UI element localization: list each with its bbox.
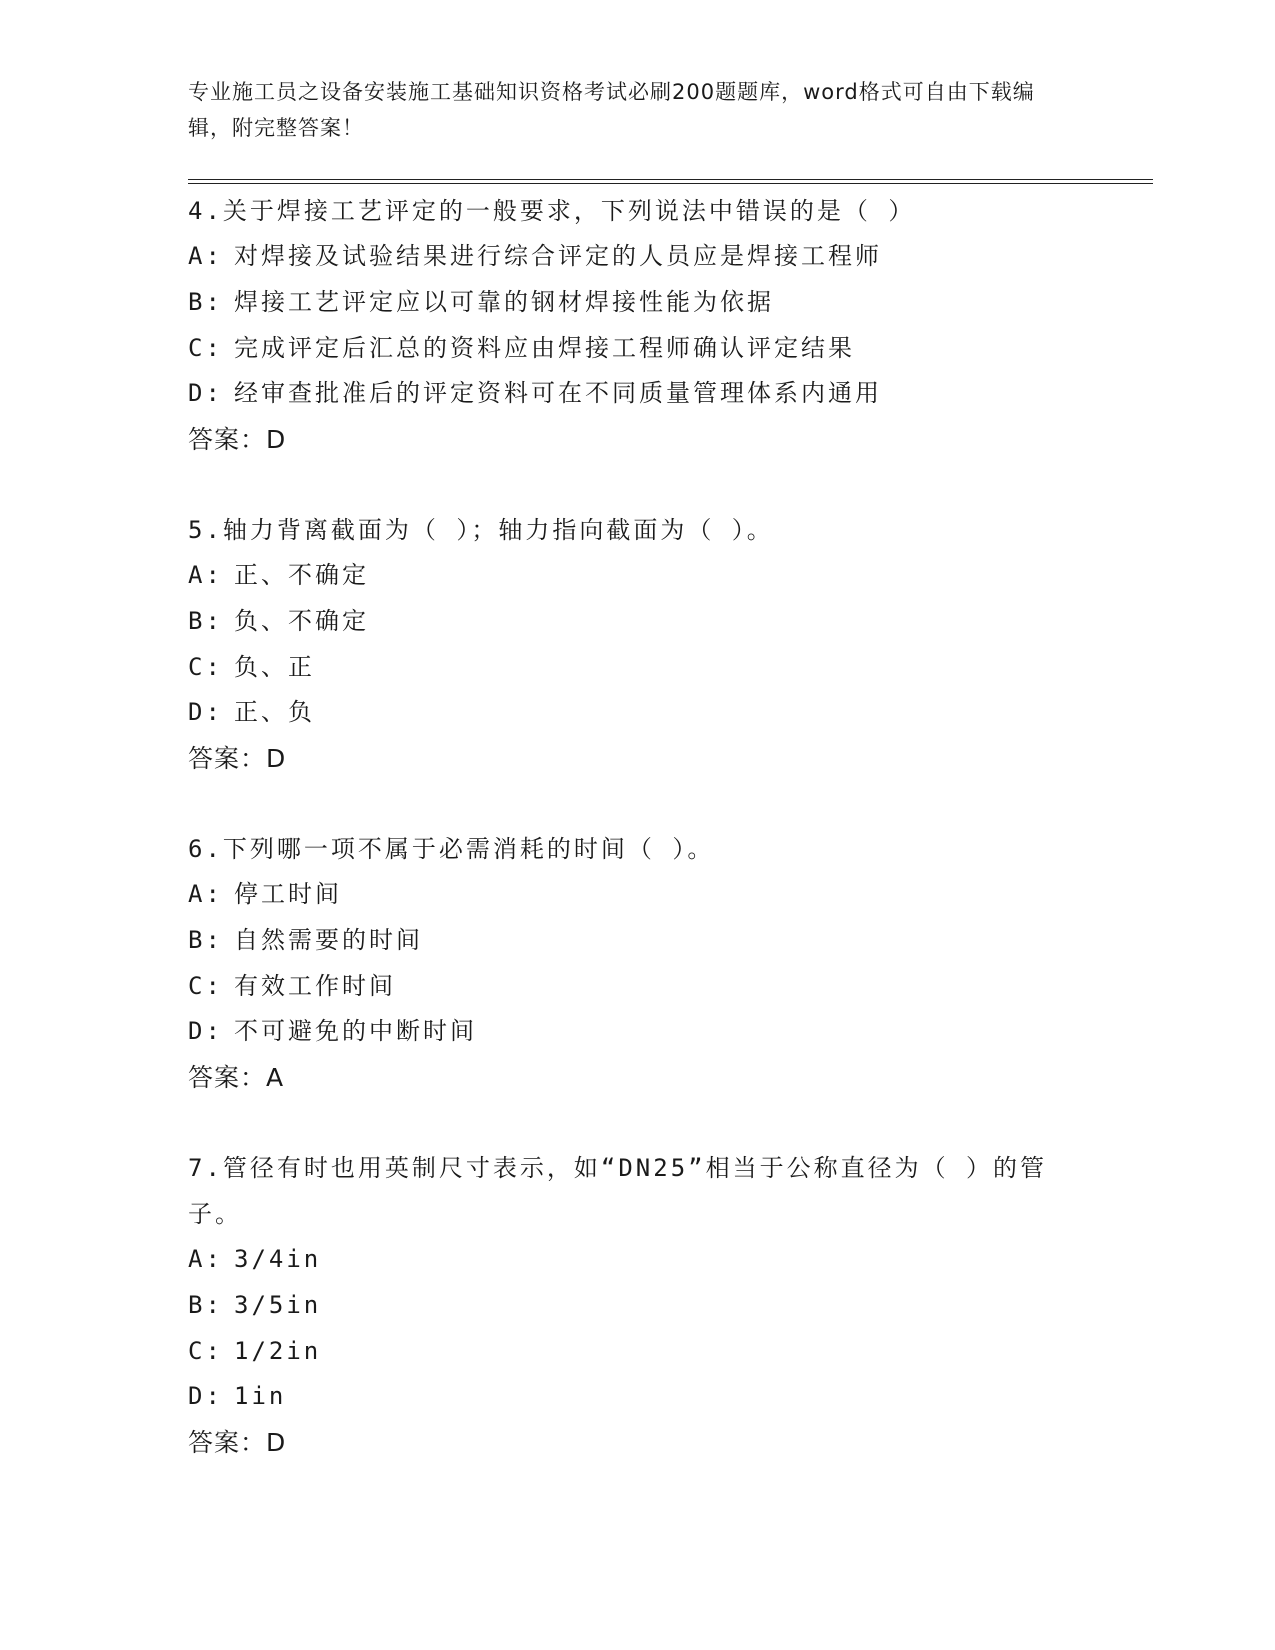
option-c — [188, 326, 1088, 372]
option-a — [188, 1237, 1088, 1283]
option-a — [188, 553, 1088, 599]
question-stem: 6.下列哪一项不属于必需消耗的时间（ ）。 — [188, 835, 715, 863]
question-stem: 5.轴力背离截面为（ ）；轴力指向截面为（ ）。 — [188, 516, 774, 544]
question-stem: 7.管径有时也用英制尺寸表示，如“DN25”相当于公称直径为（ ）的管子。 — [188, 1154, 1048, 1228]
option-text: 负、正 — [234, 652, 315, 681]
option-letter: C: — [188, 652, 223, 681]
option-letter: D: — [188, 1382, 223, 1411]
option-text: 对焊接及试验结果进行综合评定的人员应是焊接工程师 — [234, 242, 882, 270]
option-text: 1/2in — [234, 1336, 322, 1365]
option-letter: B: — [188, 287, 223, 316]
option-text: 自然需要的时间 — [234, 925, 423, 954]
option-text: 停工时间 — [234, 880, 342, 908]
option-text: 有效工作时间 — [234, 971, 396, 1000]
option-b — [188, 1283, 1088, 1329]
option-c — [188, 964, 1088, 1010]
header-divider-top — [188, 179, 1153, 180]
option-c — [188, 645, 1088, 691]
question-stem: 4.关于焊接工艺评定的一般要求，下列说法中错误的是（ ） — [188, 197, 916, 225]
answer-line: 答案：D — [188, 744, 287, 774]
option-text: 焊接工艺评定应以可靠的钢材焊接性能为依据 — [234, 287, 774, 316]
option-c — [188, 1329, 1088, 1375]
option-letter: C: — [188, 1336, 223, 1365]
option-d — [188, 690, 1088, 736]
option-text: 3/4in — [234, 1245, 322, 1273]
option-letter: A: — [188, 242, 223, 270]
option-a — [188, 872, 1088, 918]
header-divider-bottom — [188, 183, 1153, 184]
option-d — [188, 1374, 1088, 1420]
option-d — [188, 371, 1088, 417]
option-letter: B: — [188, 606, 223, 635]
option-letter: A: — [188, 1245, 223, 1273]
option-letter: A: — [188, 561, 223, 589]
option-letter: B: — [188, 925, 223, 954]
option-letter: A: — [188, 880, 223, 908]
answer-line: 答案：D — [188, 425, 287, 455]
option-letter: B: — [188, 1290, 223, 1319]
option-b — [188, 280, 1088, 326]
option-text: 3/5in — [234, 1290, 322, 1319]
question-6 — [188, 826, 1088, 1101]
option-letter: D: — [188, 1017, 223, 1046]
option-text: 不可避免的中断时间 — [234, 1017, 477, 1046]
answer-line: 答案：D — [188, 1428, 287, 1458]
option-text: 1in — [234, 1382, 287, 1411]
option-b — [188, 599, 1088, 645]
option-letter: C: — [188, 971, 223, 1000]
answer-line: 答案：A — [188, 1063, 285, 1093]
question-7 — [188, 1145, 1088, 1466]
option-letter: C: — [188, 333, 223, 362]
question-5 — [188, 507, 1088, 782]
option-letter: D: — [188, 379, 223, 408]
question-4 — [188, 188, 1088, 463]
option-text: 经审查批准后的评定资料可在不同质量管理体系内通用 — [234, 379, 882, 408]
option-text: 正、负 — [234, 698, 315, 727]
option-text: 负、不确定 — [234, 606, 369, 635]
option-text: 完成评定后汇总的资料应由焊接工程师确认评定结果 — [234, 333, 855, 362]
option-text: 正、不确定 — [234, 561, 369, 589]
option-letter: D: — [188, 698, 223, 727]
option-b — [188, 918, 1088, 964]
document-header: 专业施工员之设备安装施工基础知识资格考试必刷200题题库，word格式可自由下载编辑，附完整答案！ — [188, 80, 1035, 140]
option-d — [188, 1009, 1088, 1055]
option-a — [188, 234, 1088, 280]
